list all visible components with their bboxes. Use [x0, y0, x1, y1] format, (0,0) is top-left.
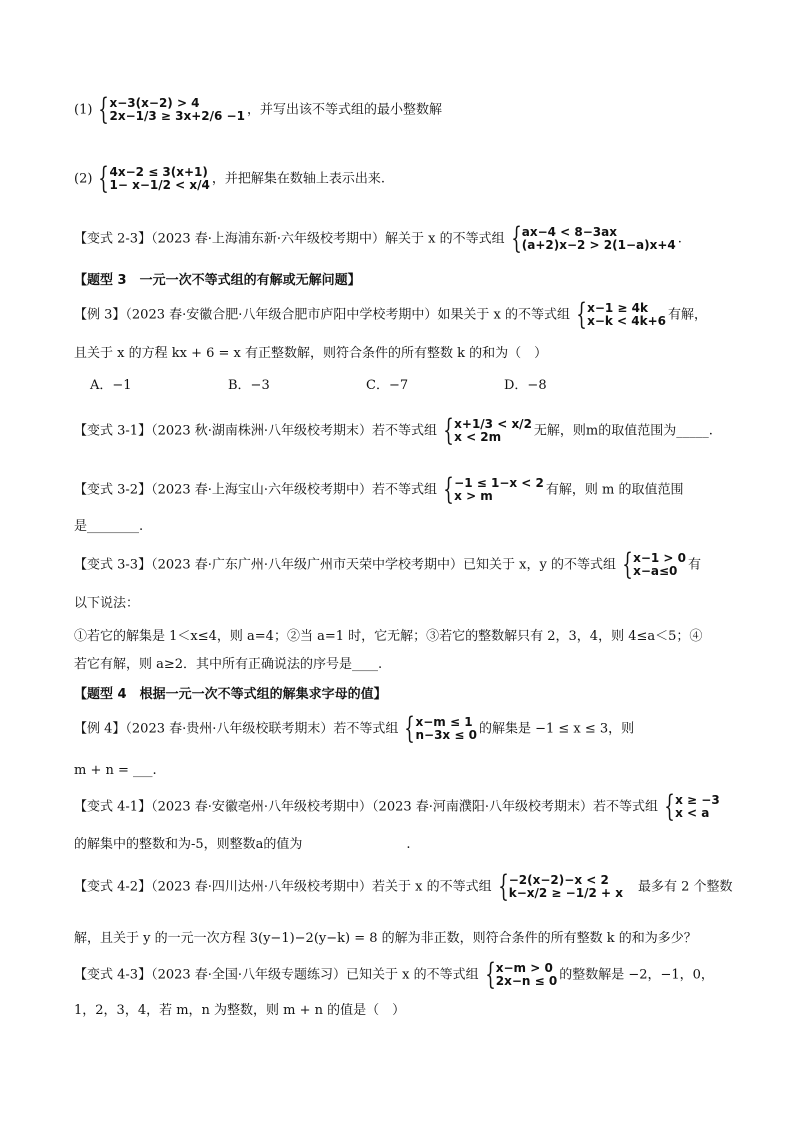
inequality-system [572, 297, 666, 332]
line-prefix: (1) [74, 102, 93, 118]
system-row: x < a [675, 806, 710, 820]
system-row: 2x−n ≤ 0 [495, 974, 558, 988]
brace-icon: { [98, 92, 110, 127]
section-heading [74, 686, 387, 704]
line-suffix: 无解，则m的取值范围为_____. [533, 423, 713, 439]
line-prefix: 【例 4】（2023 春·贵州·八年级校联考期末）若不等式组 [74, 721, 399, 737]
brace-icon: { [443, 413, 454, 448]
question-line [74, 221, 682, 256]
line-text: 1，2，3，4，若 m，n 为整数，则 m + n 的值是（ ） [74, 1003, 406, 1018]
line-suffix: 的解集是 −1 ≤ x ≤ 3，则 [478, 721, 635, 737]
line-text: 且关于 x 的方程 kx + 6 = x 有正整数解，则符合条件的所有整数 k 的和为（ ） [74, 346, 548, 361]
brace-icon: { [497, 869, 509, 904]
system-row: k−x/2 ≥ −1/2 + x [508, 886, 623, 900]
question-line [74, 161, 385, 196]
line-text: 的解集中的整数和为-5，则整数a的值为 . [74, 837, 411, 852]
line-suffix: 有 [688, 557, 702, 573]
system-row: x−k < 4k+6 [587, 314, 666, 328]
question-line [74, 930, 697, 948]
question-line [74, 413, 713, 448]
inequality-system [400, 711, 477, 746]
line-suffix: 的整数解是 −2，−1，0， [559, 967, 714, 983]
question-line [74, 297, 708, 332]
question-line [90, 377, 642, 395]
brace-icon: { [98, 161, 110, 196]
system-row: x−3(x−2) > 4 [109, 96, 200, 110]
question-line [74, 836, 411, 854]
line-prefix: 【例 3】（2023 春·安徽合肥·八年级合肥市庐阳中学校考期中）如果关于 x 的不等式组 [74, 307, 570, 323]
answer-choice: C．−7 [366, 378, 409, 393]
brace-icon: { [484, 957, 496, 992]
line-text: 若它有解，则 a≥2．其中所有正确说法的序号是____. [74, 657, 383, 672]
question-line [74, 547, 702, 582]
line-prefix: (2) [74, 171, 93, 187]
system-row: ax−4 < 8−3ax [521, 225, 617, 239]
system-row: n−3x ≤ 0 [415, 728, 477, 742]
line-prefix: 【变式 4-1】（2023 春·安徽亳州·八年级校考期中）（2023 春·河南濮阳·八年级校考期末）若不等式组 [74, 799, 659, 815]
line-prefix: 【变式 2-3】（2023 春·上海浦东新·六年级校考期中）解关于 x 的不等式组 [74, 231, 505, 247]
answer-choice: D．−8 [504, 378, 547, 393]
line-text: 以下说法： [74, 596, 140, 611]
line-suffix: 有解， [668, 307, 708, 323]
system-row: −1 ≤ 1−x < 2 [454, 476, 544, 490]
system-row: x+1/3 < x/2 [454, 417, 532, 431]
answer-choice: B．−3 [228, 378, 270, 393]
system-row: x < 2m [454, 430, 502, 444]
inequality-system [439, 472, 544, 507]
inequality-system [494, 869, 623, 904]
system-row: x−1 ≥ 4k [587, 301, 648, 315]
line-prefix: 【变式 3-1】（2023 秋·湖南株洲·八年级校考期末）若不等式组 [74, 423, 438, 439]
inequality-system [94, 92, 245, 127]
line-prefix: 【变式 3-2】（2023 春·上海宝山·六年级校考期中）若不等式组 [74, 482, 438, 498]
question-line [74, 628, 702, 646]
system-row: 2x−1/3 ≥ 3x+2/6 −1 [109, 109, 245, 123]
line-prefix: 【变式 4-2】（2023 春·四川达州·八年级校考期中）若关于 x 的不等式组 [74, 879, 492, 895]
brace-icon: { [576, 297, 587, 332]
line-text: 是________. [74, 519, 144, 534]
inequality-system [439, 413, 532, 448]
system-row: x−m ≤ 1 [415, 715, 473, 729]
system-row: 4x−2 ≤ 3(x+1) [109, 165, 208, 179]
inequality-system [618, 547, 686, 582]
question-line [74, 345, 547, 363]
system-row: x ≥ −3 [675, 793, 720, 807]
question-line [74, 1002, 405, 1020]
system-row: −2(x−2)−x < 2 [508, 873, 609, 887]
system-row: x−a≤0 [633, 564, 678, 578]
line-suffix: . [677, 231, 682, 247]
answer-choice: A．−1 [90, 378, 132, 393]
line-suffix: 有解，则 m 的取值范围 [545, 482, 684, 498]
brace-icon: { [664, 789, 675, 824]
question-line [74, 762, 157, 780]
inequality-system [94, 161, 210, 196]
inequality-system [481, 957, 558, 992]
brace-icon: { [443, 472, 454, 507]
brace-icon: { [510, 221, 522, 256]
heading-text: 【题型 4 根据一元一次不等式组的解集求字母的值】 [74, 687, 387, 702]
question-line [74, 595, 139, 613]
question-line [74, 869, 733, 904]
inequality-system [507, 221, 676, 256]
question-line [74, 92, 442, 127]
system-row: x−m > 0 [495, 961, 553, 975]
line-prefix: 【变式 4-3】（2023 春·全国·八年级专题练习）已知关于 x 的不等式组 [74, 967, 479, 983]
system-row: x > m [454, 489, 493, 503]
heading-text: 【题型 3 一元一次不等式组的有解或无解问题】 [74, 273, 361, 288]
line-text: 解，且关于 y 的一元一次方程 3(y−1)−2(y−k) = 8 的解为非正数，则符合条件的所有整数 k 的和为多少？ [74, 931, 697, 946]
question-line [74, 656, 382, 674]
section-heading [74, 272, 361, 290]
line-prefix: 【变式 3-3】（2023 春·广东广州·八年级广州市天荣中学校考期中）已知关于 x，y 的不等式组 [74, 557, 616, 573]
line-text: ①若它的解集是 1＜x≤4，则 a=4；②当 a=1 时，它无解；③若它的整数解只有 2，3，4，则 4≤a＜5；④ [74, 629, 703, 644]
question-line [74, 472, 684, 507]
question-line [74, 957, 714, 992]
line-suffix: ，并把解集在数轴上表示出来. [211, 171, 385, 187]
question-line [74, 789, 722, 824]
system-row: 1− x−1/2 < x/4 [109, 178, 210, 192]
inequality-system [660, 789, 720, 824]
system-row: (a+2)x−2 > 2(1−a)x+4 [521, 238, 676, 252]
system-row: x−1 > 0 [633, 551, 686, 565]
question-line [74, 518, 143, 536]
line-text: m + n = ___. [74, 763, 157, 778]
line-suffix: ，并写出该不等式组的最小整数解 [246, 102, 442, 118]
brace-icon: { [622, 547, 633, 582]
question-line [74, 711, 635, 746]
brace-icon: { [404, 711, 416, 746]
line-suffix: 最多有 2 个整数 [624, 879, 733, 895]
